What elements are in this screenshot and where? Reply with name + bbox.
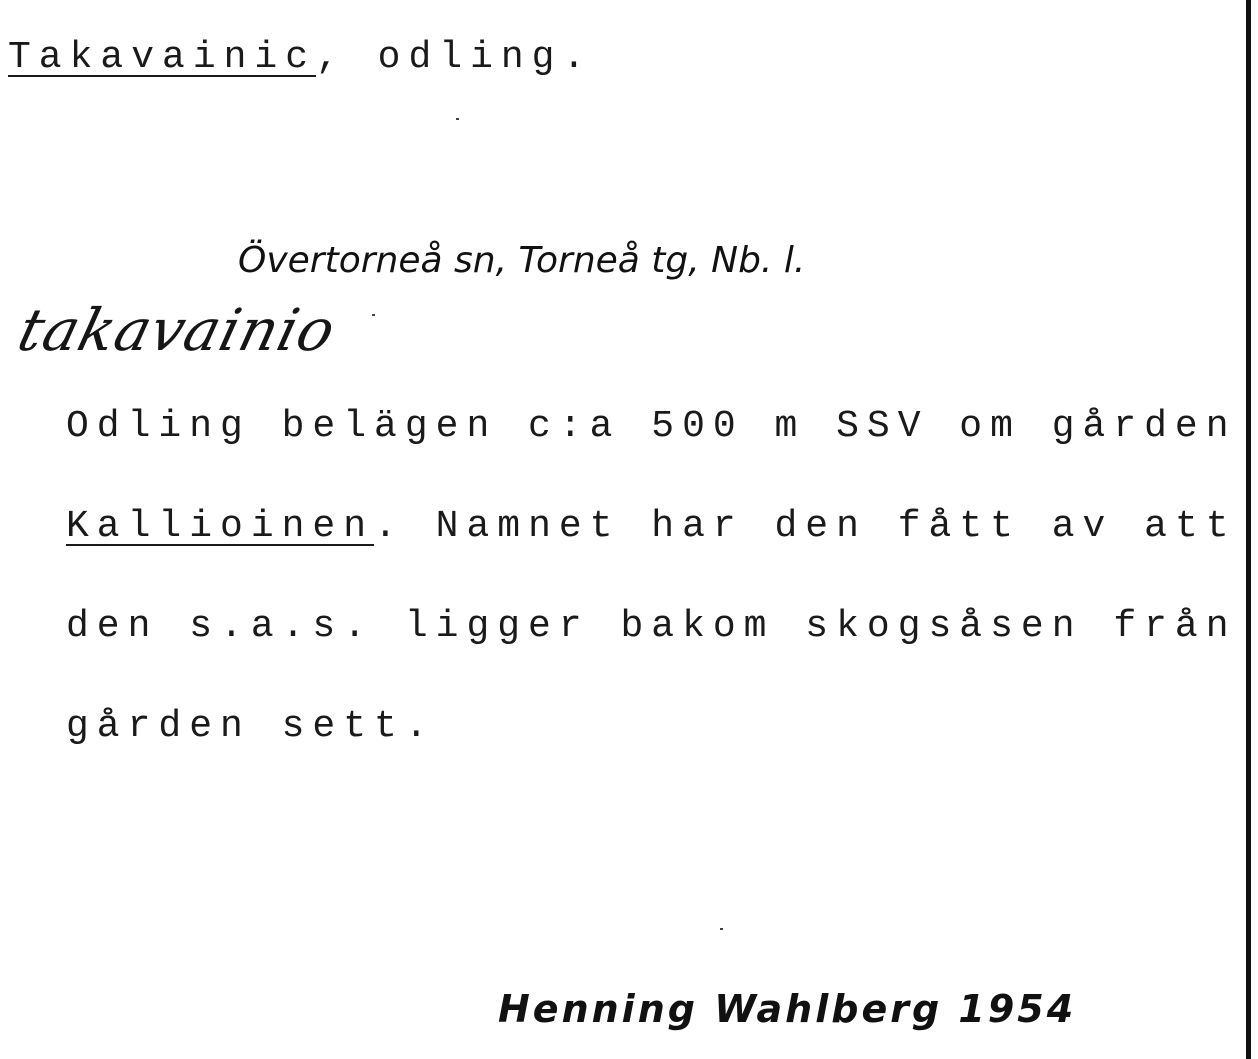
body-line: den s.a.s. ligger bakom skogsåsen från — [66, 605, 1237, 648]
card-edge-border — [1246, 0, 1251, 1059]
card-header — [8, 36, 593, 79]
header-place-name: Takavainic — [8, 36, 317, 79]
scan-speck — [372, 314, 375, 316]
body-line — [66, 505, 1237, 548]
body-place-name: Kallioinen — [66, 505, 375, 548]
body-line: gården sett. — [66, 705, 436, 748]
parish-stamp: Övertorneå sn, Torneå tg, Nb. l. — [238, 240, 806, 281]
scan-speck — [456, 118, 459, 120]
header-category: , odling. — [316, 36, 594, 79]
signature-stamp: Henning Wahlberg 1954 — [498, 987, 1077, 1031]
handwritten-name: takavainio — [11, 296, 343, 364]
body-line-text: . Namnet har den fått av att — [374, 505, 1237, 548]
body-line: Odling belägen c:a 500 m SSV om gården — [66, 405, 1237, 448]
scan-speck — [720, 928, 723, 930]
